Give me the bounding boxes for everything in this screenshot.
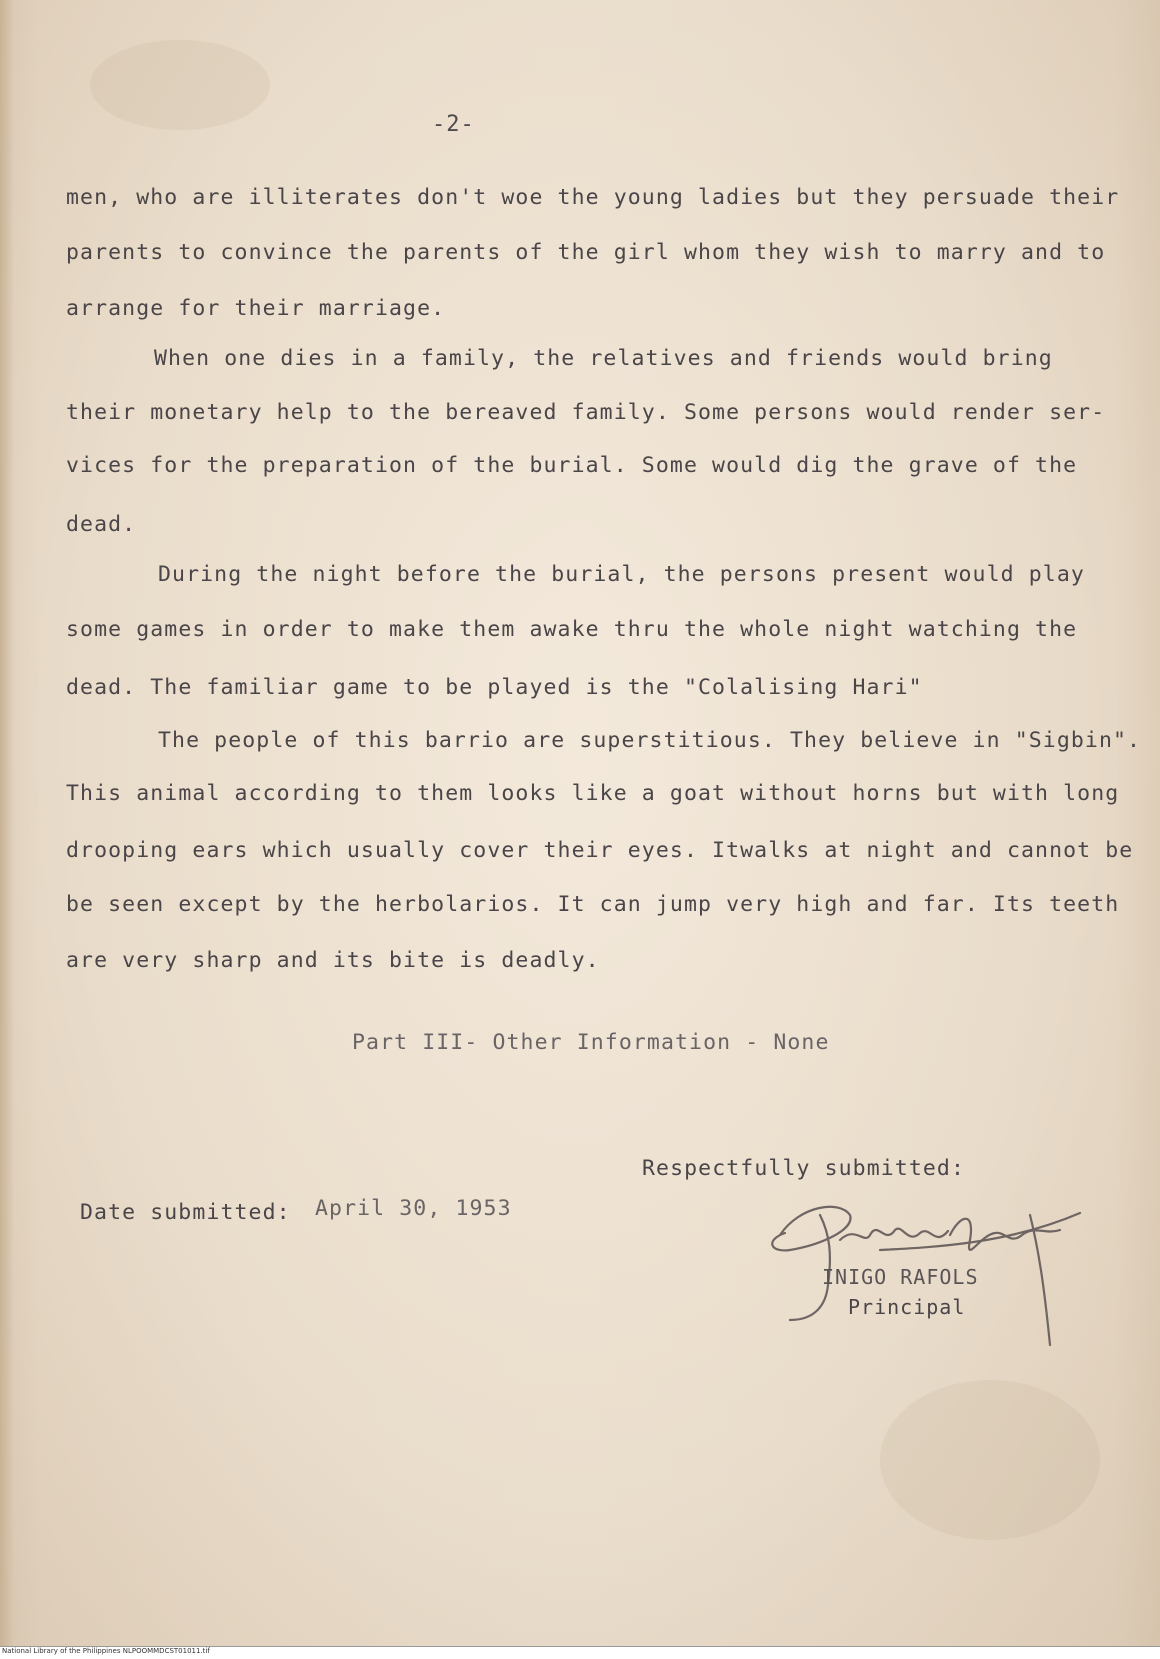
date-value: April 30, 1953 [315, 1196, 512, 1221]
part-three-heading: Part III- Other Information - None [352, 1030, 830, 1055]
body-line: The people of this barrio are superstitious. They believe in "Sigbin". [158, 728, 1142, 753]
paper-stain [90, 40, 270, 130]
closing-text: Respectfully submitted: [642, 1156, 966, 1181]
body-line: men, who are illiterates don't woe the young ladies but they persuade their [66, 185, 1120, 210]
page-edge-shadow [0, 0, 14, 1646]
body-line: This animal according to them looks like a goat without horns but with long [66, 781, 1120, 806]
body-line: vices for the preparation of the burial. Some would dig the grave of the [66, 453, 1078, 478]
body-line: are very sharp and its bite is deadly. [66, 948, 600, 973]
body-line: dead. The familiar game to be played is the "Colalising Hari" [66, 675, 923, 700]
body-line: their monetary help to the bereaved family. Some persons would render ser- [66, 400, 1106, 425]
body-line: drooping ears which usually cover their eyes. Itwalks at night and cannot be [66, 838, 1134, 863]
signatory-name: INIGO RAFOLS [822, 1265, 979, 1289]
scan-footer-text: National Library of the Philippines NLPOOMMDCST01011.tif [2, 1647, 210, 1655]
body-line: During the night before the burial, the persons present would play [158, 562, 1085, 587]
date-label: Date submitted: [80, 1200, 291, 1225]
page-number: -2- [432, 112, 475, 137]
signatory-title: Principal [848, 1295, 966, 1319]
body-line: arrange for their marriage. [66, 296, 446, 321]
paper-stain [880, 1380, 1100, 1540]
body-line: some games in order to make them awake thru the whole night watching the [66, 617, 1078, 642]
body-line: be seen except by the herbolarios. It can jump very high and far. Its teeth [66, 892, 1120, 917]
body-line: When one dies in a family, the relatives and friends would bring [154, 346, 1053, 371]
body-line: dead. [66, 512, 137, 537]
body-line: parents to convince the parents of the girl whom they wish to marry and to [66, 240, 1106, 265]
